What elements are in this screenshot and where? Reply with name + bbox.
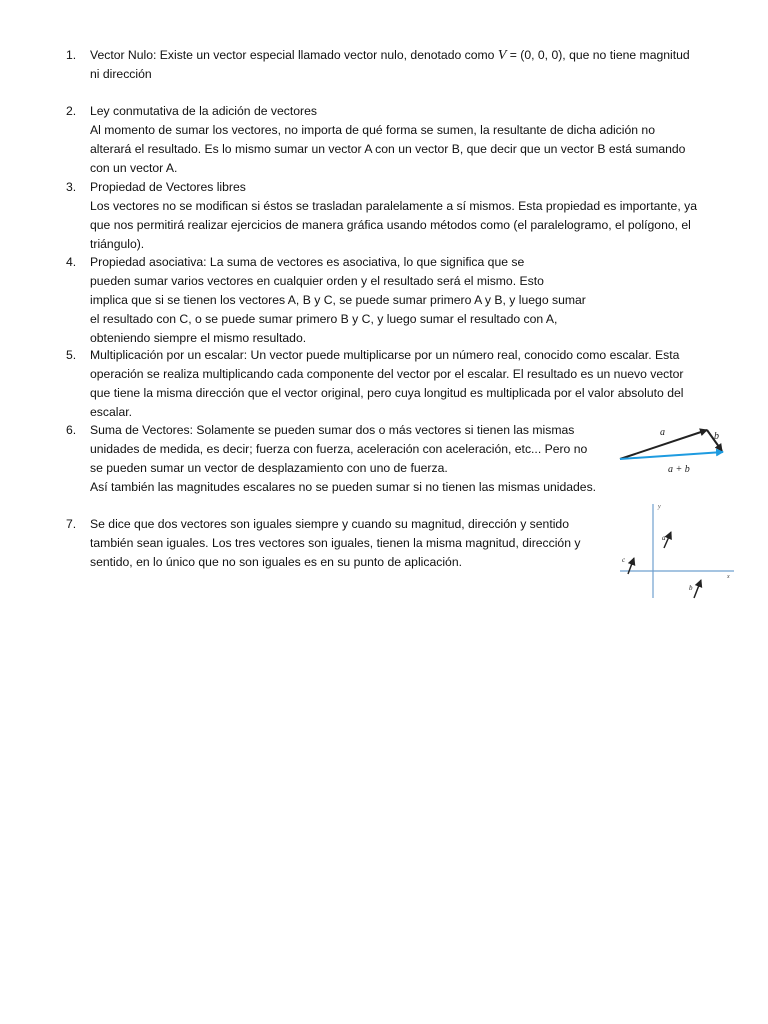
label-c: c (622, 556, 626, 564)
item-line: Propiedad asociativa: La suma de vectores es asociativa, lo que significa que se (90, 255, 525, 269)
label-y: y (658, 504, 661, 510)
item-line (90, 46, 690, 66)
label-a: a (662, 534, 666, 542)
equal-vectors-figure (618, 498, 738, 600)
item-number: 6. (66, 423, 77, 437)
item-number: 3. (66, 180, 77, 194)
vector-sum-figure (612, 420, 738, 478)
item-number: 7. (66, 517, 77, 531)
vector-symbol: V (497, 48, 507, 63)
item-line: unidades de medida, es decir; fuerza con fuerza, aceleración con aceleración, etc... Pero no (90, 442, 588, 456)
item-text: Vector Nulo: Existe un vector especial llamado vector nulo, denotado como (90, 48, 498, 62)
item-line: el resultado con C, o se puede sumar primero B y C, y luego sumar el resultado con A, (90, 312, 558, 326)
item-line: Se dice que dos vectores son iguales siempre y cuando su magnitud, dirección y sentido (90, 517, 569, 531)
item-line: con un vector A. (90, 161, 178, 175)
item-line: que tiene la misma dirección que el vector original, pero cuya longitud es multiplicada por el valor absoluto del (90, 386, 684, 400)
item-line: triángulo). (90, 237, 145, 251)
label-x: x (727, 574, 730, 580)
label-b: b (689, 584, 693, 592)
item-line: sentido, en lo único que no son iguales es en su punto de aplicación. (90, 555, 462, 569)
item-line: alterará el resultado. Es lo mismo sumar un vector A con un vector B, que decir que un vector B está sumando (90, 142, 686, 156)
item-number: 1. (66, 48, 77, 62)
item-heading: Propiedad de Vectores libres (90, 180, 246, 194)
item-number: 4. (66, 255, 77, 269)
item-number: 2. (66, 104, 77, 118)
item-line: pueden sumar varios vectores en cualquier orden y el resultado será el mismo. Esto (90, 274, 544, 288)
item-line: Suma de Vectores: Solamente se pueden sumar dos o más vectores si tienen las mismas (90, 423, 575, 437)
item-heading: Ley conmutativa de la adición de vectores (90, 104, 317, 118)
item-line: implica que si se tienen los vectores A, B y C, se puede sumar primero A y B, y luego sumar (90, 293, 586, 307)
item-number: 5. (66, 348, 77, 362)
label-sum: a + b (668, 464, 690, 475)
item-line: Al momento de sumar los vectores, no importa de qué forma se sumen, la resultante de dicha adición no (90, 123, 655, 137)
label-a: a (660, 427, 665, 438)
item-line: Así también las magnitudes escalares no se pueden sumar si no tienen las mismas unidades. (90, 480, 597, 494)
item-line: también sean iguales. Los tres vectores son iguales, tienen la misma magnitud, dirección y (90, 536, 581, 550)
item-line: obteniendo siempre el mismo resultado. (90, 331, 307, 345)
item-line: que nos permitirá realizar ejercicios de manera gráfica usando métodos como (el paralelogramo, el polígono, el (90, 218, 691, 232)
item-line: Multiplicación por un escalar: Un vector puede multiplicarse por un número real, conocido como escalar. Esta (90, 348, 680, 362)
item-line: se pueden sumar un vector de desplazamiento con uno de fuerza. (90, 461, 448, 475)
vector-b-arrow (694, 580, 701, 598)
item-line: ni dirección (90, 67, 152, 81)
item-line: Los vectores no se modifican si éstos se trasladan paralelamente a sí mismos. Esta propiedad es importante, ya (90, 199, 697, 213)
item-line: operación se realiza multiplicando cada componente del vector por el escalar. El resultado es un nuevo vector (90, 367, 684, 381)
item-text: = (0, 0, 0), que no tiene magnitud (506, 48, 690, 62)
item-line: escalar. (90, 405, 133, 419)
label-b: b (714, 431, 719, 442)
